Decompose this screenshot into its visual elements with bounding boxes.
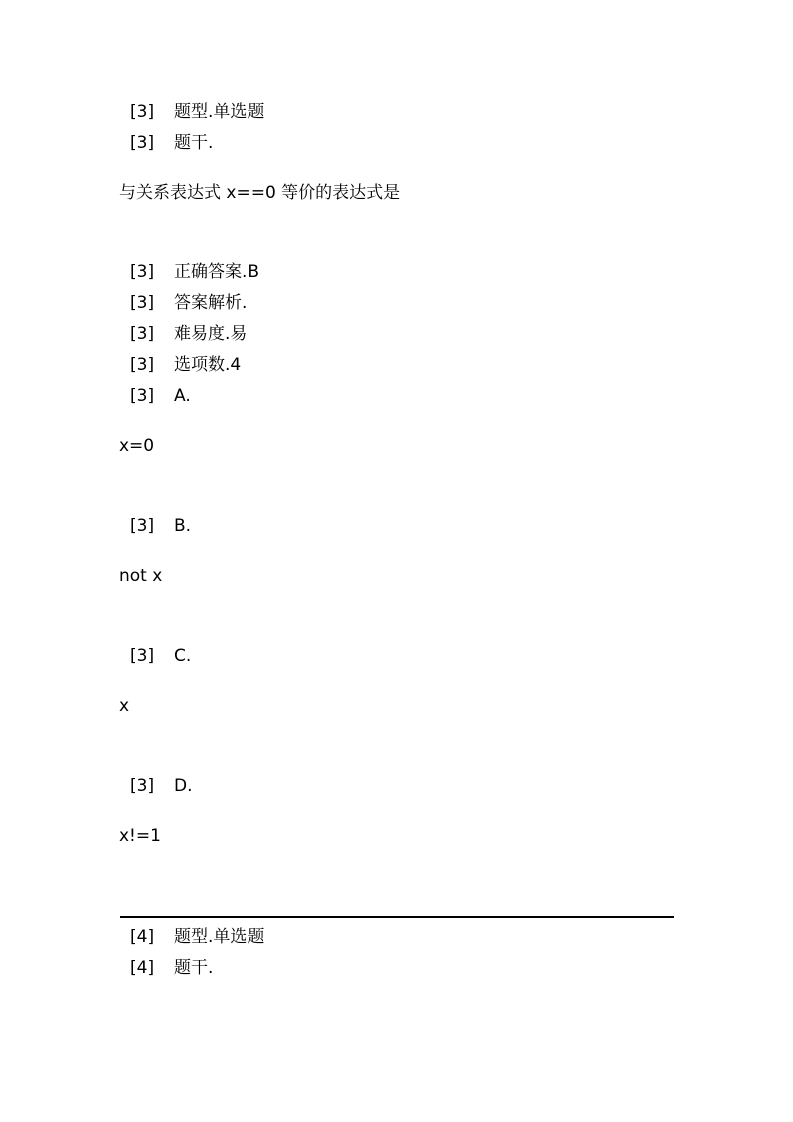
q4-type-number: [4] <box>130 927 155 947</box>
q3-option-b-label-line <box>130 515 191 537</box>
q3-option-d-label: D. <box>174 776 193 796</box>
q3-difficulty-line <box>130 323 247 345</box>
q3-stem-label-number: [3] <box>130 133 155 153</box>
q3-type-text: 题型.单选题 <box>174 102 265 122</box>
question-divider <box>120 916 674 918</box>
q3-stem-label-line <box>130 132 213 154</box>
q3-type-line <box>130 101 264 123</box>
q4-type-text: 题型.单选题 <box>174 927 265 947</box>
q3-option-a-label-line <box>130 385 191 407</box>
q3-type-number: [3] <box>130 102 155 122</box>
q3-option-d-label-line <box>130 775 193 797</box>
q3-option-a-text: x=0 <box>119 436 155 456</box>
q4-stem-label-line <box>130 957 213 979</box>
q3-option-d-text: x!=1 <box>119 826 161 846</box>
q3-answer-number: [3] <box>130 262 155 282</box>
q4-stem-label-text: 题干. <box>174 958 214 978</box>
q3-option-a-label: A. <box>174 386 191 406</box>
q3-stem-text: 与关系表达式 x==0 等价的表达式是 <box>119 183 401 203</box>
q3-difficulty-text: 难易度.易 <box>174 324 248 344</box>
q3-difficulty-number: [3] <box>130 324 155 344</box>
q3-answer-text: 正确答案.B <box>174 262 260 282</box>
q3-option-c-label-line <box>130 645 191 667</box>
q3-option-b-label: B. <box>174 516 192 536</box>
q3-option-c-text: x <box>119 696 130 716</box>
q3-option-b-number: [3] <box>130 516 155 536</box>
q3-option-c-label: C. <box>174 646 192 666</box>
q4-stem-label-number: [4] <box>130 958 155 978</box>
q3-option-count-number: [3] <box>130 355 155 375</box>
q3-option-c-number: [3] <box>130 646 155 666</box>
q3-option-a-number: [3] <box>130 386 155 406</box>
q3-option-d-number: [3] <box>130 776 155 796</box>
q3-option-count-line <box>130 354 241 376</box>
q3-analysis-number: [3] <box>130 293 155 313</box>
q3-answer-line <box>130 261 259 283</box>
q4-type-line <box>130 926 264 948</box>
q3-option-b-text: not x <box>119 566 163 586</box>
q3-option-count-text: 选项数.4 <box>174 355 242 375</box>
q3-analysis-text: 答案解析. <box>174 293 248 313</box>
q3-analysis-line <box>130 292 247 314</box>
q3-stem-label-text: 题干. <box>174 133 214 153</box>
